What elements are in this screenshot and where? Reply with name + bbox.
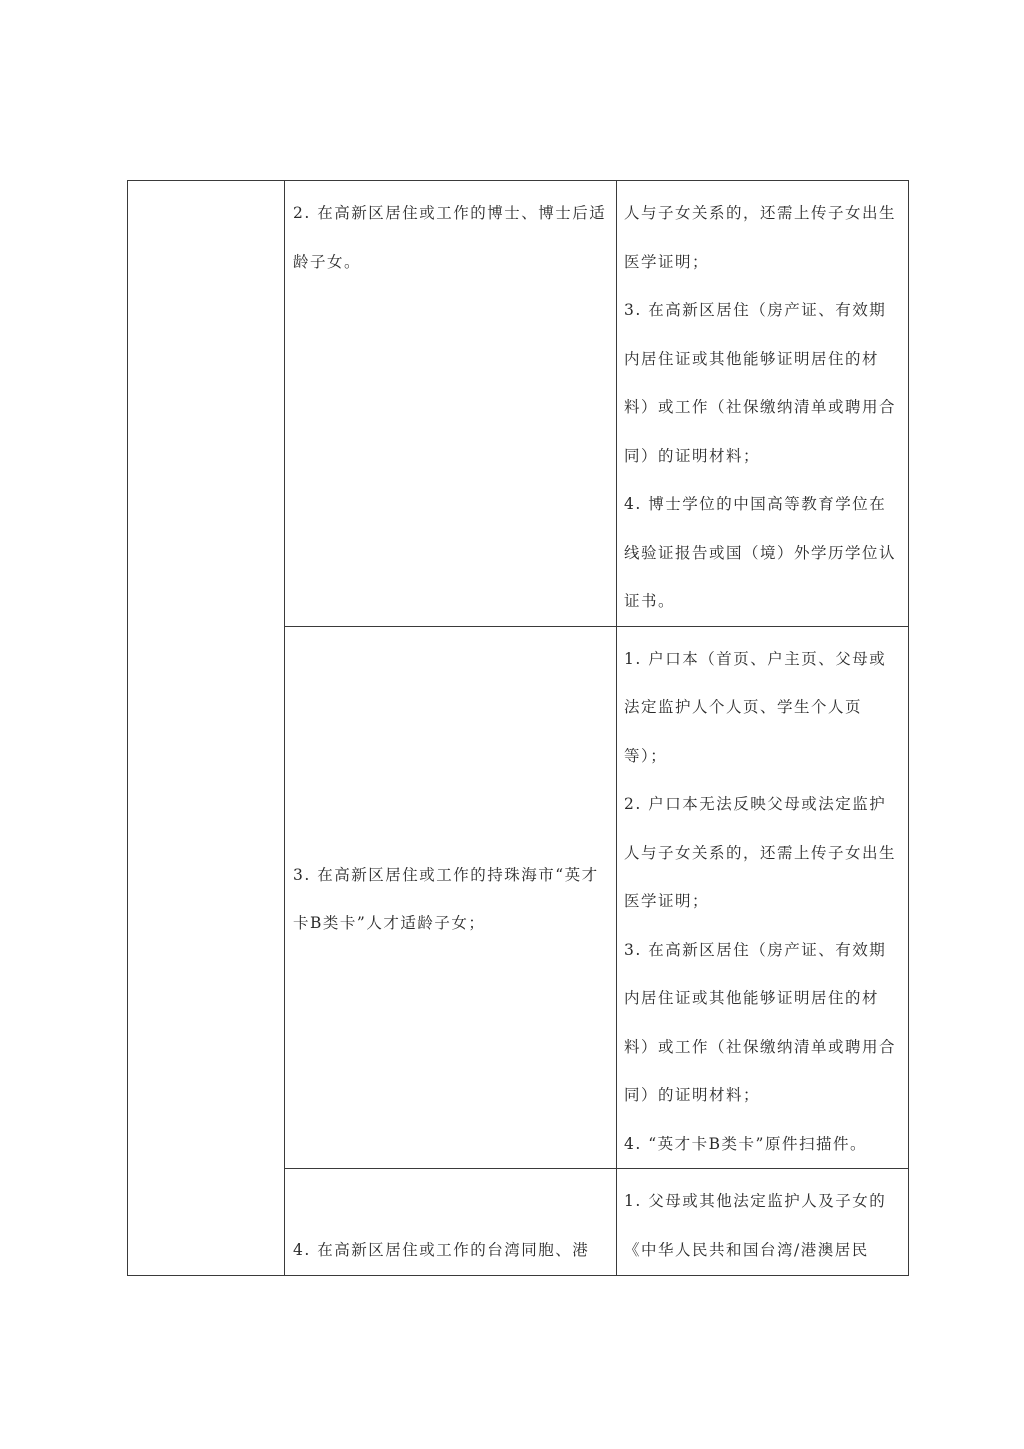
table-row [128, 181, 909, 627]
material-item: 1. 父母或其他法定监护人及子女的《中华人民共和国台湾/港澳居民 [624, 1192, 887, 1259]
condition-cell [285, 626, 617, 1169]
material-item: 4. “英才卡B类卡”原件扫描件。 [624, 1134, 867, 1153]
materials-cell [617, 1169, 909, 1276]
condition-cell [285, 1169, 617, 1276]
material-item: 1. 户口本（首页、户主页、父母或法定监护人个人页、学生个人页等）； [624, 649, 887, 765]
material-item: 3. 在高新区居住（房产证、有效期内居住证或其他能够证明居住的材料）或工作（社保缴纳清单或聘用合同）的证明材料； [624, 940, 897, 1104]
material-item: 3. 在高新区居住（房产证、有效期内居住证或其他能够证明居住的材料）或工作（社保缴纳清单或聘用合同）的证明材料； [624, 301, 897, 465]
requirements-table [127, 180, 909, 1276]
condition-text: 4. 在高新区居住或工作的台湾同胞、港 [293, 1241, 590, 1259]
category-cell [128, 181, 285, 1276]
material-item: 4. 博士学位的中国高等教育学位在线验证报告或国（境）外学历学位认证书。 [624, 495, 897, 610]
materials-cell [617, 626, 909, 1169]
material-item: 人与子女关系的，还需上传子女出生医学证明； [624, 204, 897, 271]
condition-text: 3. 在高新区居住或工作的持珠海市“英才卡B类卡”人才适龄子女； [293, 865, 599, 933]
material-item: 2. 户口本无法反映父母或法定监护人与子女关系的，还需上传子女出生医学证明； [624, 795, 897, 910]
materials-cell [617, 181, 909, 627]
condition-text: 2. 在高新区居住或工作的博士、博士后适龄子女。 [293, 204, 607, 271]
condition-cell [285, 181, 617, 627]
